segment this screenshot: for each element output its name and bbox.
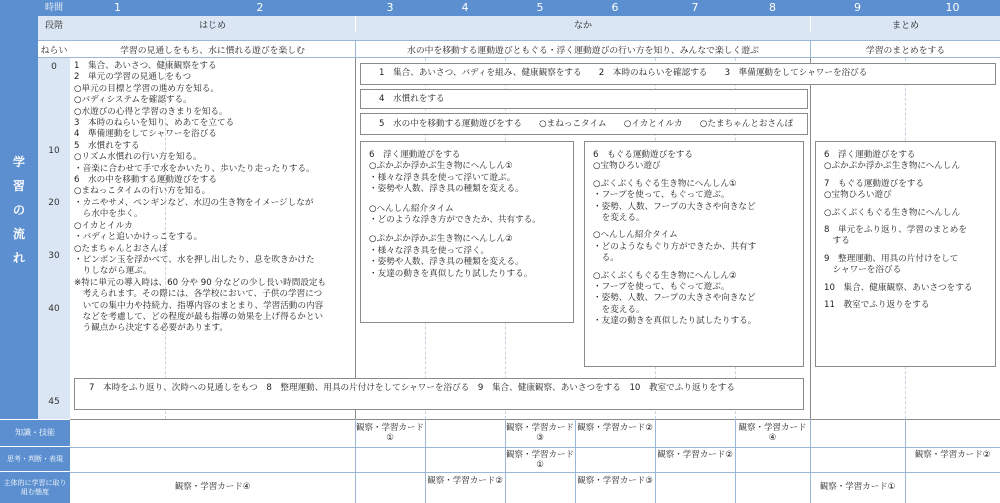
stage-label: 段階: [44, 20, 63, 31]
period-1: 1: [114, 1, 121, 14]
aim-matome: 学習のまとめをする: [810, 40, 1000, 58]
matome-line: 8 単元をふり返り、学習のまとめを: [824, 225, 967, 236]
eval-card-a-6: 観察・学習カード③: [577, 476, 653, 486]
moguru-line: を変える。: [593, 304, 645, 315]
period-7: 7: [691, 1, 699, 14]
uku-box: [360, 141, 574, 323]
matome-line: ○宝物ひろい遊び: [824, 190, 892, 201]
uku-line: ○へんしん紹介タイム: [369, 203, 454, 214]
hajime-line: 考えられます。その際には、各学校において、子供の学習につ: [74, 289, 323, 300]
hajime-line: ら水中を歩く。: [74, 209, 143, 220]
matome-line: 11 教室でふり返りをする: [824, 300, 930, 311]
hajime-line: ○リズム水慣れの行い方を知る。: [74, 152, 202, 163]
eval-card-t-7: 観察・学習カード②: [657, 450, 733, 460]
hajime-line: ・音楽に合わせて手で水をかいたり、歩いたり走ったりする。: [74, 163, 315, 174]
hajime-line: ○バディシステムを確認する。: [74, 95, 192, 106]
hajime-line: ・バディと追いかけっこをする。: [74, 232, 203, 243]
matome-line: 7 もぐる運動遊びをする: [824, 178, 924, 189]
period-4: 4: [461, 1, 469, 14]
hajime-line: ○イカとイルカ: [74, 220, 133, 231]
aim-label: ねらい: [40, 45, 68, 56]
hajime-line: ・ピンポン玉を浮かべて、水を押し出したり、息を吹きかけた: [74, 254, 315, 265]
eval-card-t-10: 観察・学習カード②: [914, 450, 991, 460]
matome-line: シャワーを浴びる: [824, 265, 902, 276]
uku-line: ・姿勢や人数、浮き具の種類を変える。: [369, 184, 524, 195]
matome-line: する: [824, 236, 850, 247]
matome-line: 10 集合、健康観察、あいさつをする: [824, 282, 973, 293]
uku-line: ・姿勢や人数、浮き具の種類を変える。: [369, 257, 524, 268]
eval-label-attitude: 主体的に学習に取り組む態度: [3, 479, 67, 496]
hajime-line: ※特に単元の導入時は、60 分や 90 分などの少し長い時間設定も: [74, 277, 327, 288]
flow-title-char: 習: [12, 179, 25, 193]
tick-45: 45: [48, 397, 60, 407]
uku-line: 6 浮く運動遊びをする: [369, 150, 461, 160]
tick-10: 10: [48, 146, 60, 156]
period-8: 8: [769, 1, 776, 14]
flow-title-char: 学: [12, 155, 25, 169]
tick-20: 20: [48, 198, 60, 208]
moguru-line: ○へんしん紹介タイム: [593, 230, 678, 241]
stage-hajime: はじめ: [198, 20, 226, 31]
hajime-line: 4 準備運動をしてシャワーを浴びる: [74, 129, 217, 140]
eval-card-k-3: 観察・学習カード①: [355, 423, 424, 443]
tick-0: 0: [51, 62, 57, 72]
stage-matome: まとめ: [810, 16, 1000, 32]
idou-box: 5 水の中を移動する運動遊びをする ○まねっこタイム ○イカとイルカ ○たまちゃんとおさんぽ: [360, 113, 808, 135]
eval-card-k-8: 観察・学習カード④: [738, 423, 807, 443]
matome-line: ○ぷかぷか浮かぶ生き物にへんしん: [824, 161, 961, 172]
tick-30: 30: [48, 251, 60, 261]
aim-naka: 水の中を移動する運動遊びともぐる・浮く運動遊びの行い方を知り、みんなで楽しく遊ぶ: [355, 40, 810, 58]
moguru-line: 6 もぐる運動遊びをする: [593, 150, 693, 160]
hajime-line: 1 集合、あいさつ、健康観察をする: [74, 61, 217, 71]
moguru-line: ・フープを使って、もぐって遊ぶ。: [593, 282, 730, 293]
eval-card-k-6: 観察・学習カード②: [577, 423, 653, 433]
moguru-line: ・姿勢、人数、フープの大きさや向きなど: [593, 201, 756, 212]
matome-box: [815, 141, 996, 367]
flow-title-char: 流: [12, 227, 25, 241]
uku-line: ・様々な浮き具を使って浮いて遊ぶ。: [369, 172, 516, 183]
stage-naka: なか: [355, 16, 810, 32]
moguru-line: ○ぶくぶくもぐる生き物にへんしん②: [593, 270, 737, 281]
matome-line: 6 浮く運動遊びをする: [824, 150, 916, 160]
moguru-line: ○ぶくぶくもぐる生き物にへんしん①: [593, 178, 737, 189]
mizunare-box: 4 水慣れをする: [360, 89, 808, 109]
eval-label-thinking: 思考・判断・表現: [0, 448, 70, 472]
eval-card-a-9: 観察・学習カード①: [819, 482, 896, 492]
uku-line: ○ぷかぷか浮かぶ生き物にへんしん①: [369, 161, 513, 172]
uku-line: ・どのような浮き方ができたか、共有する。: [369, 215, 541, 226]
uku-line: ○ぷかぷか浮かぶ生き物にへんしん②: [369, 234, 513, 245]
period-6: 6: [611, 1, 619, 14]
hajime-line: ○水遊びの心得と学習のきまりを知る。: [74, 106, 228, 117]
eval-card-a-4: 観察・学習カード②: [427, 476, 503, 486]
time-label: 時間: [44, 3, 63, 13]
flow-title-char: の: [12, 203, 25, 217]
hajime-line: ・カニやサメ、ペンギンなど、水辺の生き物をイメージしなが: [74, 197, 314, 208]
period-10: 10: [945, 1, 960, 14]
hajime-line: 5 水慣れをする: [74, 140, 140, 151]
hajime-line: 6 水の中を移動する運動遊びをする: [74, 175, 217, 186]
moguru-line: ・どのようなもぐり方ができたか、共有す: [593, 241, 757, 252]
uku-line: [369, 196, 573, 204]
matome-line: ○ぶくぶくもぐる生き物にへんしん: [824, 207, 961, 218]
moguru-line: ・フープを使って、もぐって遊ぶ。: [593, 190, 730, 201]
flow-title: [0, 150, 38, 270]
moguru-line: ○宝物ひろい遊び: [593, 161, 661, 172]
moguru-line: ・姿勢、人数、フープの大きさや向きなど: [593, 293, 756, 304]
tick-column: [38, 58, 70, 419]
aim-hajime: 学習の見通しをもち、水に慣れる遊びを楽しむ: [120, 45, 305, 56]
hajime-content: [74, 61, 354, 335]
flow-title-char: れ: [12, 251, 25, 265]
hajime-line: りしながら運ぶ。: [74, 266, 152, 277]
hajime-line: ○単元の目標と学習の進め方を知る。: [74, 83, 219, 94]
matome-line: 9 整理運動、用具の片付けをして: [824, 253, 959, 264]
hajime-line: いての集中力や持続力、指導内容のまとまり、学習活動の内容: [74, 300, 324, 311]
moguru-box: [584, 141, 804, 367]
uku-line: ・友達の動きを真似したり試したりする。: [369, 268, 533, 279]
period-2: 2: [256, 1, 264, 14]
moguru-line: る。: [593, 253, 619, 264]
closing-box: 7 本時をふり返り、次時への見通しをもつ 8 整理運動、用具の片付けをしてシャワーを浴びる 9 集合、健康観察、あいさつをする 10 教室でふり返りをする: [74, 378, 804, 410]
stage-row-gap: [38, 32, 1000, 40]
period-5: 5: [536, 1, 544, 14]
eval-card-k-5: 観察・学習カード③: [505, 423, 574, 443]
eval-card-t-5: 観察・学習カード①: [505, 450, 574, 470]
hajime-line: 3 本時のねらいを知り、めあてを立てる: [74, 118, 235, 129]
moguru-line: ・友達の動きを真似したり試したりする。: [593, 316, 757, 327]
hajime-line: 2 単元の学習の見通しをもつ: [74, 72, 192, 83]
period-3: 3: [386, 1, 394, 14]
hajime-line: ○まねっこタイムの行い方を知る。: [74, 186, 211, 197]
moguru-line: を変える。: [593, 213, 645, 224]
hajime-line: う観点から決定する必要があります。: [74, 323, 229, 334]
eval-label-knowledge: 知識・技能: [0, 420, 70, 447]
common-intro-box: 1 集合、あいさつ、バディを組み、健康観察をする 2 本時のねらいを確認する 3 準備運動をしてシャワーを浴びる: [360, 63, 996, 85]
eval-card-a-12: 観察・学習カード④: [174, 482, 251, 492]
period-9: 9: [854, 1, 861, 14]
hajime-line: などを考慮して、どの程度が最も指導の効果を上げ得るかとい: [74, 311, 324, 322]
uku-line: ・様々な浮き具を使って浮く。: [369, 245, 490, 256]
hajime-line: ○たまちゃんとおさんぽ: [74, 243, 168, 254]
tick-40: 40: [48, 304, 60, 314]
